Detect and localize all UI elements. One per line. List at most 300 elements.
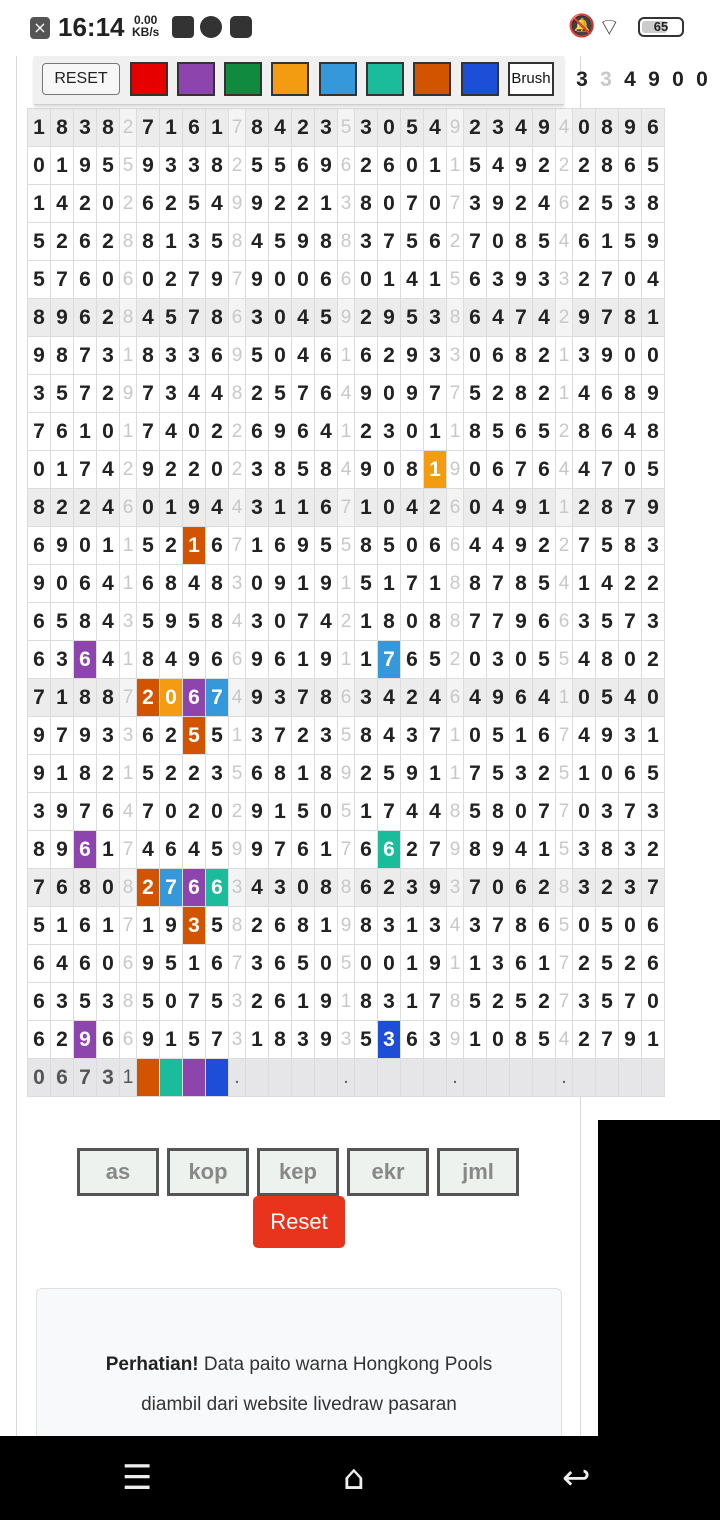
grid-cell[interactable]: 2 [642,565,665,603]
grid-cell[interactable]: 7 [642,869,665,907]
grid-sep-cell[interactable]: 1 [556,679,573,717]
grid-cell[interactable]: 8 [464,831,487,869]
grid-cell[interactable]: 1 [74,413,97,451]
grid-cell[interactable]: 5 [355,1021,378,1059]
grid-cell[interactable]: 7 [28,413,51,451]
grid-sep-cell[interactable]: 6 [229,299,246,337]
grid-cell[interactable]: 9 [160,603,183,641]
grid-cell[interactable]: 2 [573,1021,596,1059]
grid-cell[interactable]: 0 [510,793,533,831]
grid-cell[interactable] [378,1059,401,1097]
grid-cell[interactable]: 3 [487,945,510,983]
grid-cell[interactable]: 3 [28,375,51,413]
grid-cell[interactable]: 7 [619,983,642,1021]
grid-sep-cell[interactable]: 4 [229,603,246,641]
grid-cell[interactable]: 1 [51,907,74,945]
grid-cell[interactable]: 9 [51,527,74,565]
grid-cell[interactable]: 1 [355,641,378,679]
grid-sep-cell[interactable]: . [447,1059,464,1097]
grid-sep-cell[interactable]: 3 [229,565,246,603]
grid-cell[interactable]: 7 [596,261,619,299]
grid-cell[interactable]: 4 [464,679,487,717]
grid-sep-cell[interactable]: 1 [447,147,464,185]
grid-cell[interactable]: 7 [183,983,206,1021]
grid-cell[interactable]: 3 [378,1021,401,1059]
grid-cell[interactable]: 9 [596,337,619,375]
grid-sep-cell[interactable]: 8 [120,983,137,1021]
grid-cell[interactable]: 6 [97,793,120,831]
grid-cell[interactable]: 8 [315,451,338,489]
grid-cell[interactable]: 8 [355,527,378,565]
grid-cell[interactable]: 3 [315,109,338,147]
grid-sep-cell[interactable]: 3 [229,869,246,907]
grid-cell[interactable]: 3 [183,223,206,261]
grid-cell[interactable]: 6 [642,907,665,945]
grid-cell[interactable]: 5 [137,603,160,641]
grid-cell[interactable]: 5 [28,907,51,945]
grid-cell[interactable]: 9 [378,299,401,337]
grid-cell[interactable]: 5 [464,375,487,413]
grid-cell[interactable]: 0 [74,527,97,565]
grid-cell[interactable]: 0 [269,603,292,641]
grid-cell[interactable]: 7 [464,755,487,793]
grid-sep-cell[interactable]: 9 [447,831,464,869]
grid-cell[interactable]: 0 [573,109,596,147]
grid-cell[interactable]: 5 [596,527,619,565]
grid-cell[interactable]: 0 [28,1059,51,1097]
grid-cell[interactable]: 5 [401,223,424,261]
grid-cell[interactable]: 2 [97,375,120,413]
grid-cell[interactable]: 0 [97,869,120,907]
grid-cell[interactable]: 5 [642,147,665,185]
grid-cell[interactable]: 6 [533,451,556,489]
grid-cell[interactable]: 8 [510,223,533,261]
grid-cell[interactable]: 5 [401,109,424,147]
grid-cell[interactable]: 8 [315,755,338,793]
grid-sep-cell[interactable]: 7 [447,375,464,413]
grid-cell[interactable]: 3 [378,413,401,451]
grid-cell[interactable]: 3 [510,755,533,793]
grid-sep-cell[interactable]: 8 [338,869,355,907]
grid-cell[interactable]: 0 [510,641,533,679]
grid-cell[interactable]: 2 [74,489,97,527]
grid-cell[interactable]: 0 [160,983,183,1021]
grid-cell[interactable]: 4 [269,109,292,147]
grid-cell[interactable]: 1 [573,565,596,603]
grid-cell[interactable]: 6 [424,223,447,261]
grid-cell[interactable]: 9 [51,299,74,337]
grid-cell[interactable]: 1 [292,641,315,679]
grid-cell[interactable]: 6 [74,641,97,679]
grid-cell[interactable]: 3 [619,185,642,223]
grid-cell[interactable]: 4 [97,451,120,489]
grid-sep-cell[interactable]: 3 [338,185,355,223]
grid-cell[interactable]: 5 [401,299,424,337]
grid-cell[interactable]: 8 [315,869,338,907]
grid-cell[interactable]: 9 [596,717,619,755]
grid-cell[interactable]: 3 [619,869,642,907]
grid-cell[interactable]: 5 [315,527,338,565]
grid-cell[interactable]: 8 [355,907,378,945]
grid-cell[interactable]: 0 [642,679,665,717]
grid-sep-cell[interactable]: 4 [556,223,573,261]
grid-sep-cell[interactable]: 4 [556,109,573,147]
grid-cell[interactable]: 4 [315,413,338,451]
grid-cell[interactable]: 5 [269,147,292,185]
grid-cell[interactable]: 7 [74,337,97,375]
grid-cell[interactable]: 6 [510,413,533,451]
grid-sep-cell[interactable]: 2 [338,603,355,641]
grid-cell[interactable]: 1 [464,945,487,983]
grid-sep-cell[interactable]: 9 [338,907,355,945]
grid-cell[interactable]: 0 [206,451,229,489]
grid-cell[interactable]: 8 [137,337,160,375]
grid-cell[interactable]: 6 [28,527,51,565]
grid-cell[interactable]: 7 [619,793,642,831]
grid-sep-cell[interactable]: 2 [447,223,464,261]
grid-sep-cell[interactable]: 6 [120,1021,137,1059]
grid-cell[interactable]: 3 [424,337,447,375]
grid-cell[interactable]: 4 [487,299,510,337]
grid-sep-cell[interactable]: 9 [447,109,464,147]
grid-cell[interactable]: 1 [642,299,665,337]
grid-cell[interactable]: 5 [378,755,401,793]
grid-cell[interactable]: 0 [619,261,642,299]
grid-sep-cell[interactable]: 5 [447,261,464,299]
grid-cell[interactable]: 1 [160,489,183,527]
grid-cell[interactable]: 9 [246,793,269,831]
grid-cell[interactable]: 9 [510,489,533,527]
grid-sep-cell[interactable]: 5 [338,109,355,147]
grid-cell[interactable]: 9 [269,413,292,451]
grid-cell[interactable]: 5 [596,185,619,223]
grid-cell[interactable]: 5 [292,793,315,831]
grid-cell[interactable]: 0 [619,451,642,489]
back-icon[interactable]: ↩ [562,1458,591,1498]
grid-cell[interactable]: 1 [355,793,378,831]
grid-cell[interactable]: 9 [619,109,642,147]
grid-cell[interactable]: 2 [160,451,183,489]
grid-cell[interactable]: 4 [573,641,596,679]
grid-cell[interactable]: 5 [74,983,97,1021]
grid-cell[interactable]: 8 [206,147,229,185]
grid-cell[interactable]: 9 [573,299,596,337]
grid-cell[interactable]: 0 [160,679,183,717]
grid-cell[interactable]: 1 [292,489,315,527]
grid-sep-cell[interactable]: 1 [447,717,464,755]
grid-cell[interactable]: 4 [533,299,556,337]
grid-cell[interactable]: 6 [315,337,338,375]
grid-cell[interactable]: 0 [464,489,487,527]
grid-cell[interactable]: 8 [401,451,424,489]
grid-cell[interactable]: 6 [487,337,510,375]
grid-cell[interactable]: 8 [137,641,160,679]
grid-cell[interactable]: 8 [51,337,74,375]
grid-cell[interactable]: 7 [487,565,510,603]
grid-cell[interactable]: 4 [642,261,665,299]
grid-cell[interactable] [464,1059,487,1097]
grid-cell[interactable]: 9 [642,489,665,527]
grid-cell[interactable]: 1 [642,1021,665,1059]
grid-sep-cell[interactable]: . [556,1059,573,1097]
grid-cell[interactable]: 0 [464,641,487,679]
grid-cell[interactable]: 1 [28,185,51,223]
grid-cell[interactable]: 4 [510,831,533,869]
grid-cell[interactable]: 3 [269,869,292,907]
grid-sep-cell[interactable]: 8 [120,223,137,261]
grid-sep-cell[interactable]: 6 [556,603,573,641]
grid-cell[interactable]: 3 [487,641,510,679]
grid-sep-cell[interactable]: 7 [447,185,464,223]
grid-sep-cell[interactable]: 2 [229,793,246,831]
grid-cell[interactable]: 0 [642,983,665,1021]
grid-cell[interactable]: 6 [487,451,510,489]
grid-cell[interactable]: 2 [642,831,665,869]
grid-sep-cell[interactable]: 1 [447,413,464,451]
grid-sep-cell[interactable]: 4 [447,907,464,945]
grid-cell[interactable]: 8 [74,869,97,907]
grid-cell[interactable]: 0 [573,679,596,717]
grid-sep-cell[interactable]: 3 [229,983,246,1021]
grid-cell[interactable]: 6 [292,413,315,451]
grid-cell[interactable]: 3 [246,489,269,527]
grid-cell[interactable]: 7 [573,527,596,565]
grid-cell[interactable]: 8 [206,565,229,603]
grid-cell[interactable]: 4 [246,869,269,907]
grid-cell[interactable]: 5 [269,375,292,413]
grid-cell[interactable]: 1 [424,755,447,793]
grid-cell[interactable]: 7 [137,109,160,147]
grid-sep-cell[interactable]: 8 [447,603,464,641]
grid-cell[interactable]: 7 [183,261,206,299]
grid-cell[interactable]: 5 [487,755,510,793]
grid-cell[interactable]: 9 [183,489,206,527]
grid-cell[interactable] [424,1059,447,1097]
grid-cell[interactable]: 5 [533,223,556,261]
grid-cell[interactable]: 6 [28,1021,51,1059]
grid-sep-cell[interactable]: 2 [120,185,137,223]
grid-cell[interactable]: 6 [533,907,556,945]
grid-sep-cell[interactable]: 9 [229,185,246,223]
grid-cell[interactable]: 9 [355,451,378,489]
grid-cell[interactable]: 9 [424,869,447,907]
grid-cell[interactable]: 6 [292,147,315,185]
grid-cell[interactable]: 6 [619,147,642,185]
grid-cell[interactable]: 5 [183,185,206,223]
grid-cell[interactable]: 8 [573,413,596,451]
grid-cell[interactable]: 7 [464,869,487,907]
grid-cell[interactable]: 9 [137,451,160,489]
grid-cell[interactable]: 7 [74,375,97,413]
grid-cell[interactable]: 6 [183,109,206,147]
grid-sep-cell[interactable]: 6 [338,261,355,299]
grid-cell[interactable]: 0 [378,489,401,527]
grid-sep-cell[interactable]: 4 [229,489,246,527]
grid-cell[interactable]: 5 [355,565,378,603]
grid-cell[interactable]: 6 [315,375,338,413]
grid-cell[interactable]: 8 [355,983,378,1021]
grid-cell[interactable]: 4 [137,299,160,337]
grid-sep-cell[interactable]: . [229,1059,246,1097]
grid-sep-cell[interactable]: 9 [229,831,246,869]
grid-cell[interactable]: 5 [533,413,556,451]
grid-cell[interactable]: 4 [573,375,596,413]
grid-cell[interactable]: 9 [246,831,269,869]
grid-cell[interactable]: 9 [51,793,74,831]
grid-cell[interactable]: 3 [28,793,51,831]
grid-cell[interactable]: 2 [378,337,401,375]
grid-sep-cell[interactable]: 7 [556,717,573,755]
grid-cell[interactable]: 1 [533,489,556,527]
grid-cell[interactable]: 2 [246,907,269,945]
grid-cell[interactable]: 8 [510,337,533,375]
grid-cell[interactable]: 8 [51,109,74,147]
grid-cell[interactable]: 4 [206,185,229,223]
grid-cell[interactable]: 3 [206,755,229,793]
grid-cell[interactable]: 2 [573,185,596,223]
grid-sep-cell[interactable]: 1 [556,489,573,527]
grid-sep-cell[interactable]: 1 [556,375,573,413]
grid-cell[interactable]: 3 [573,831,596,869]
grid-cell[interactable]: 2 [292,717,315,755]
grid-cell[interactable] [573,1059,596,1097]
grid-cell[interactable]: 2 [355,755,378,793]
grid-cell[interactable]: 8 [28,299,51,337]
grid-sep-cell[interactable]: 7 [120,831,137,869]
grid-cell[interactable]: 5 [424,641,447,679]
grid-sep-cell[interactable]: 6 [338,147,355,185]
as-button[interactable]: as [77,1148,159,1196]
grid-cell[interactable]: 0 [378,451,401,489]
grid-cell[interactable]: 9 [510,261,533,299]
grid-cell[interactable]: 9 [246,641,269,679]
grid-cell[interactable]: 7 [74,451,97,489]
grid-cell[interactable]: 2 [183,451,206,489]
grid-cell[interactable]: 6 [401,641,424,679]
home-icon[interactable]: ⌂ [343,1458,365,1498]
grid-cell[interactable]: 3 [183,907,206,945]
grid-cell[interactable]: 0 [487,1021,510,1059]
grid-cell[interactable]: 5 [292,945,315,983]
grid-cell[interactable]: 6 [292,831,315,869]
grid-cell[interactable]: 4 [487,489,510,527]
grid-cell[interactable]: 4 [292,299,315,337]
grid-sep-cell[interactable]: 6 [447,489,464,527]
grid-sep-cell[interactable]: 8 [120,299,137,337]
grid-sep-cell[interactable]: 2 [120,451,137,489]
grid-sep-cell[interactable]: 6 [556,185,573,223]
grid-cell[interactable]: 5 [510,983,533,1021]
grid-sep-cell[interactable]: . [338,1059,355,1097]
grid-cell[interactable]: 8 [269,755,292,793]
grid-cell[interactable]: 5 [51,603,74,641]
grid-sep-cell[interactable]: 7 [556,793,573,831]
grid-cell[interactable] [619,1059,642,1097]
grid-cell[interactable]: 1 [378,261,401,299]
grid-cell[interactable]: 6 [378,147,401,185]
grid-cell[interactable]: 7 [401,185,424,223]
grid-cell[interactable] [292,1059,315,1097]
grid-cell[interactable]: 3 [355,109,378,147]
grid-cell[interactable]: 6 [315,489,338,527]
grid-cell[interactable]: 1 [160,1021,183,1059]
grid-cell[interactable]: 1 [315,185,338,223]
grid-cell[interactable]: 1 [378,565,401,603]
grid-cell[interactable] [137,1059,160,1097]
grid-cell[interactable]: 7 [424,983,447,1021]
grid-cell[interactable]: 8 [97,679,120,717]
grid-sep-cell[interactable]: 2 [447,641,464,679]
grid-cell[interactable]: 0 [378,945,401,983]
grid-cell[interactable]: 2 [137,679,160,717]
grid-cell[interactable]: 3 [573,337,596,375]
grid-cell[interactable]: 8 [355,185,378,223]
grid-sep-cell[interactable]: 7 [229,945,246,983]
grid-cell[interactable]: 3 [619,831,642,869]
grid-cell[interactable]: 3 [315,717,338,755]
grid-cell[interactable]: 3 [573,983,596,1021]
grid-cell[interactable] [160,1059,183,1097]
grid-cell[interactable]: 2 [533,337,556,375]
grid-cell[interactable]: 8 [269,1021,292,1059]
grid-cell[interactable]: 2 [533,147,556,185]
grid-cell[interactable]: 7 [51,261,74,299]
grid-sep-cell[interactable]: 8 [229,375,246,413]
grid-cell[interactable]: 9 [487,185,510,223]
grid-sep-cell[interactable]: 9 [447,451,464,489]
grid-cell[interactable]: 0 [573,793,596,831]
grid-cell[interactable]: 2 [206,413,229,451]
grid-sep-cell[interactable]: 8 [447,299,464,337]
grid-cell[interactable]: 0 [28,451,51,489]
grid-cell[interactable]: 0 [401,527,424,565]
grid-cell[interactable]: 8 [246,109,269,147]
grid-cell[interactable]: 5 [160,945,183,983]
grid-cell[interactable]: 7 [401,565,424,603]
grid-cell[interactable]: 4 [97,641,120,679]
grid-sep-cell[interactable]: 7 [338,489,355,527]
grid-cell[interactable]: 5 [246,147,269,185]
grid-sep-cell[interactable]: 3 [120,717,137,755]
grid-cell[interactable]: 7 [596,299,619,337]
grid-cell[interactable]: 4 [160,641,183,679]
grid-cell[interactable]: 6 [28,983,51,1021]
grid-cell[interactable]: 2 [246,983,269,1021]
reset-colors-button[interactable]: RESET [42,63,120,95]
grid-cell[interactable]: 9 [160,907,183,945]
grid-sep-cell[interactable]: 7 [229,261,246,299]
grid-cell[interactable]: 8 [97,109,120,147]
grid-cell[interactable]: 4 [424,793,447,831]
grid-cell[interactable]: 3 [160,147,183,185]
grid-cell[interactable]: 5 [533,641,556,679]
grid-cell[interactable]: 1 [401,945,424,983]
grid-cell[interactable]: 5 [487,413,510,451]
grid-cell[interactable]: 7 [424,375,447,413]
grid-sep-cell[interactable]: 3 [120,603,137,641]
jml-button[interactable]: jml [437,1148,519,1196]
grid-sep-cell[interactable]: 4 [338,375,355,413]
grid-cell[interactable]: 1 [246,527,269,565]
grid-cell[interactable]: 9 [74,1021,97,1059]
grid-cell[interactable]: 2 [573,489,596,527]
grid-cell[interactable]: 2 [355,413,378,451]
grid-sep-cell[interactable]: 1 [120,413,137,451]
grid-cell[interactable]: 6 [315,261,338,299]
grid-cell[interactable]: 9 [292,223,315,261]
grid-cell[interactable]: 1 [51,451,74,489]
grid-cell[interactable]: 2 [510,185,533,223]
